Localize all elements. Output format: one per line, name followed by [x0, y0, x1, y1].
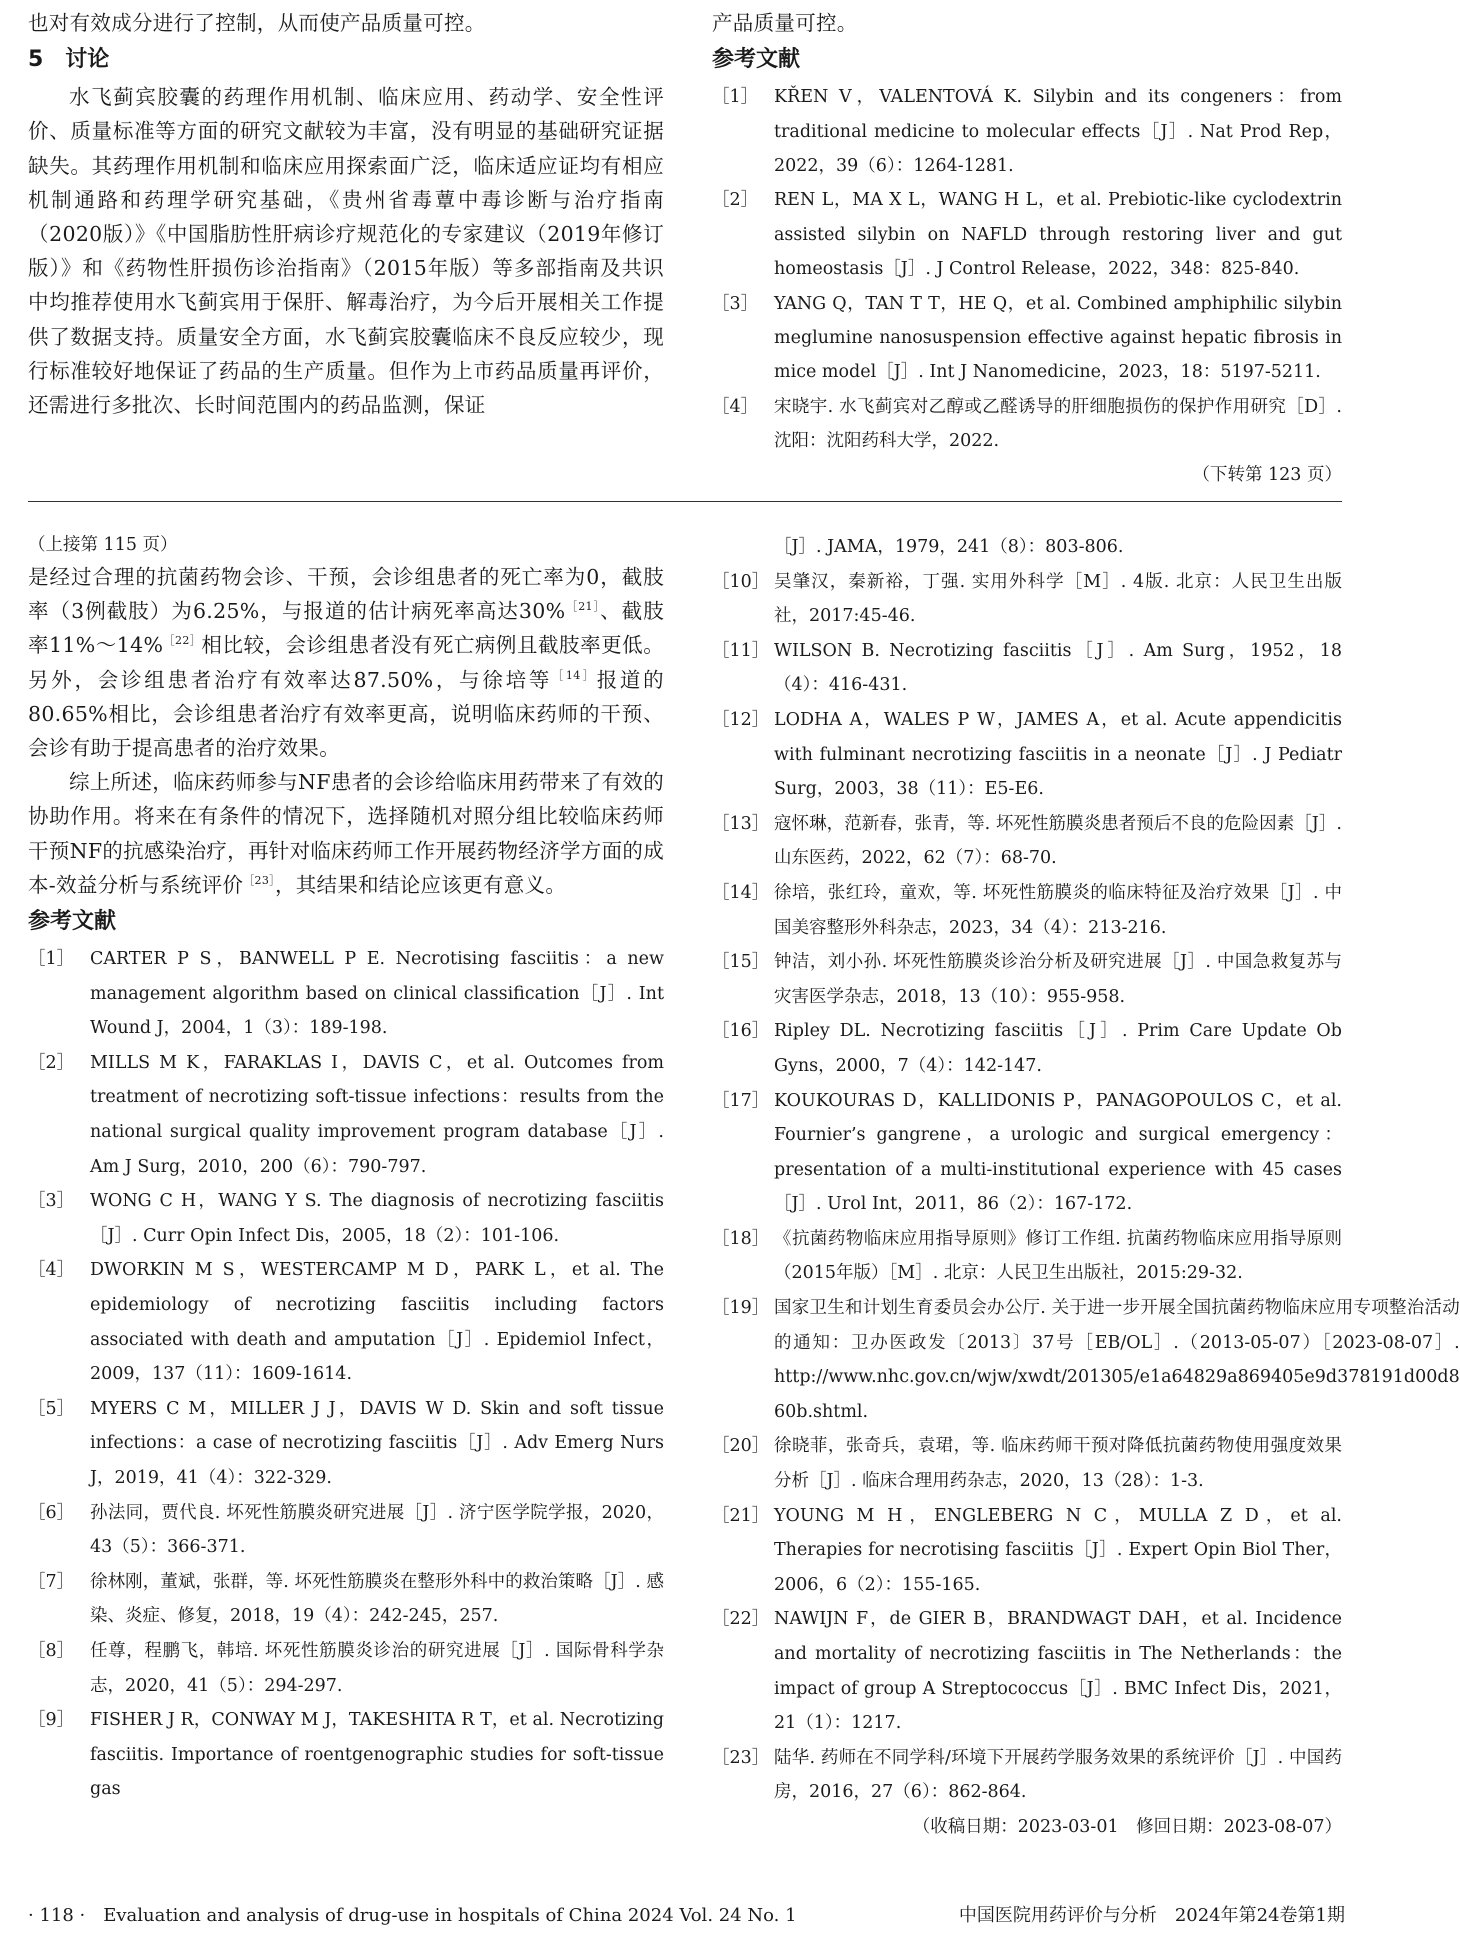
- reference-item: [712, 634, 1342, 703]
- top-right-column: [712, 6, 1342, 486]
- reference-item: [712, 390, 1342, 459]
- reference-text: 国家卫生和计划生育委员会办公厅. 关于进一步开展全国抗菌药物临床应用专项整治活动的通知：卫办医政发〔2013〕37号［EB/OL］.（2013-05-07）［2023-08-07］. http://www.nhc.gov.cn/wjw/xwdt/201305/e1a64829a869405e9d378191d00d8 60b.shtml.: [774, 1298, 1460, 1422]
- reference-item: [712, 80, 1342, 183]
- references-heading: 参考文献: [712, 47, 801, 73]
- reference-item: [28, 942, 664, 1046]
- reference-text: KOUKOURAS D，KALLIDONIS P，PANAGOPOULOS C，et al. Fournier’s gangrene，a urologic and surgical emergency：presentation of a multi-institutional experience with 45 cases［J］. Urol Int，2011，86（2）：167-172.: [774, 1090, 1342, 1215]
- citation-marker: ［14］: [552, 668, 597, 682]
- reference-text: 徐林刚，董斌，张群，等. 坏死性筋膜炎在整形外科中的救治策略［J］. 感染、炎症、修复，2018，19（4）：242-245，257.: [90, 1571, 664, 1627]
- reference-number: ［1］: [712, 87, 759, 108]
- reference-item: [28, 1392, 664, 1496]
- reference-item: [28, 1253, 664, 1391]
- reference-text: FISHER J R，CONWAY M J，TAKESHITA R T，et al. Necrotizing fasciitis. Importance of roentgenographic studies for soft-tissue gas: [90, 1710, 664, 1800]
- reference-number: ［9］: [28, 1710, 75, 1731]
- received-revised-dates: （收稿日期：2023-03-01 修回日期：2023-08-07）: [912, 1816, 1342, 1837]
- continued-from-note: （上接第 115 页）: [28, 535, 178, 555]
- reference-number: ［7］: [28, 1571, 75, 1592]
- reference-item: [28, 1565, 664, 1634]
- footer-right: 中国医院用药评价与分析 2024年第24卷第1期: [958, 1905, 1345, 1926]
- reference-number: ［1］: [28, 949, 75, 970]
- reference-number: ［6］: [28, 1502, 75, 1523]
- reference-number: ［8］: [28, 1640, 75, 1661]
- reference-text: MILLS M K，FARAKLAS I，DAVIS C，et al. Outcomes from treatment of necrotizing soft-tissue infections：results from the national surgical quality improvement program database［J］. Am J Surg，2010，200（6）：790-797.: [90, 1052, 664, 1177]
- reference-text: NAWIJN F，de GIER B，BRANDWAGT DAH，et al. Incidence and mortality of necrotizing fasciitis in The Netherlands：the impact of group A Streptococcus［J］. BMC Infect Dis，2021，21（1）：1217.: [774, 1609, 1342, 1734]
- text-run: 、截肢率11%～14%: [28, 599, 664, 658]
- reference-item: [712, 1602, 1342, 1740]
- reference-text: WONG C H，WANG Y S. The diagnosis of necrotizing fasciitis［J］. Curr Opin Infect Dis，2005，18（2）：101-106.: [90, 1191, 664, 1246]
- reference-number: ［17］: [712, 1090, 770, 1111]
- reference-number: ［5］: [28, 1398, 75, 1419]
- text-run: 报道的80.65%相比，会诊组患者治疗有效率更高，说明临床药师的干预、会诊有助于提高患者的治疗效果。: [28, 667, 664, 761]
- text-run: ，其结果和结论应该更有意义。: [274, 872, 567, 897]
- reference-number: ［12］: [712, 709, 770, 730]
- reference-item: [712, 703, 1342, 807]
- reference-text: Ripley DL. Necrotizing fasciitis［J］. Prim Care Update Ob Gyns，2000，7（4）：142-147.: [774, 1021, 1342, 1076]
- reference-item: [712, 1499, 1342, 1603]
- reference-text: KŘEN V，VALENTOVÁ K. Silybin and its congeners：from traditional medicine to molecular effects［J］. Nat Prod Rep，2022，39（6）：1264-1281.: [774, 87, 1342, 177]
- reference-continuation: [712, 530, 1342, 565]
- bottom-right-column: [712, 530, 1460, 1844]
- discussion-paragraph: 水飞蓟宾胶囊的药理作用机制、临床应用、药动学、安全性评价、质量标准等方面的研究文献较为丰富，没有明显的基础研究证据缺失。其药理作用机制和临床应用探索面广泛，临床适应证均有相应机制通路和药理学研究基础，《贵州省毒蕈中毒诊断与治疗指南（2020版）》《中国脂肪性肝病诊疗规范化的专家建议（2019年修订版）》和《药物性肝损伤诊治指南》（2015年版）等多部指南及共识中均推荐使用水飞蓟宾用于保肝、解毒治疗，为今后开展相关工作提供了数据支持。质量安全方面，水飞蓟宾胶囊临床不良反应较少，现行标准较好地保证了药品的生产质量。但作为上市药品质量再评价，还需进行多批次、长时间范围内的药品监测，保证: [28, 85, 664, 418]
- reference-item: [712, 287, 1342, 390]
- reference-text: YANG Q，TAN T T，HE Q，et al. Combined amphiphilic silybin meglumine nanosuspension effective against hepatic fibrosis in mice model［J］. Int J Nanomedicine，2023，18：5197-5211.: [774, 293, 1342, 383]
- reference-item: [712, 183, 1342, 286]
- reference-item: [712, 807, 1342, 876]
- reference-item: [28, 1703, 664, 1807]
- references-heading: 参考文献: [28, 909, 117, 935]
- citation-marker: ［21］: [565, 600, 601, 614]
- reference-list: [28, 942, 664, 1807]
- reference-item: [712, 1014, 1342, 1083]
- reference-item: [28, 1496, 664, 1565]
- reference-item: [712, 1291, 1460, 1429]
- reference-number: ［4］: [712, 396, 759, 417]
- reference-number: ［16］: [712, 1021, 770, 1042]
- reference-number: ［13］: [712, 813, 770, 834]
- reference-text: CARTER P S，BANWELL P E. Necrotising fasciitis：a new management algorithm based on clinical classification［J］. Int Wound J，2004，1（3）：189-198.: [90, 949, 664, 1039]
- reference-number: ［18］: [712, 1228, 770, 1249]
- lead-line: 也对有效成分进行了控制，从而使产品质量可控。: [28, 11, 486, 35]
- reference-item: [28, 1634, 664, 1703]
- reference-number: ［10］: [712, 571, 770, 592]
- section-heading-discussion: 5 讨论: [28, 47, 110, 73]
- text-run: 相比较，会诊组患者没有死亡病例且截肢率更低。另外，会诊组患者治疗有效率达87.50%，与徐培等: [28, 633, 664, 692]
- reference-text: 吴肇汉，秦新裕，丁强. 实用外科学［M］. 4版. 北京：人民卫生出版社，2017:45-46.: [774, 571, 1342, 627]
- reference-number: ［2］: [28, 1052, 75, 1073]
- text-run: 综上所述，临床药师参与NF患者的会诊给临床用药带来了有效的协助作用。将来在有条件的情况下，选择随机对照分组比较临床药师干预NF的抗感染治疗，再针对临床药师工作开展药物经济学方面的成本-效益分析与系统评价: [28, 770, 664, 897]
- reference-item: [28, 1046, 664, 1184]
- top-left-column: [28, 6, 664, 422]
- reference-item: [712, 945, 1342, 1014]
- reference-number: ［3］: [712, 293, 759, 314]
- reference-text: 孙法同，贾代良. 坏死性筋膜炎研究进展［J］. 济宁医学院学报，2020，43（5）：366-371.: [90, 1502, 664, 1558]
- reference-item: [712, 876, 1342, 945]
- reference-text: YOUNG M H，ENGLEBERG N C，MULLA Z D，et al. Therapies for necrotising fasciitis［J］. Expert Opin Biol Ther，2006，6（2）：155-165.: [774, 1505, 1342, 1595]
- continued-on-note: （下转第 123 页）: [1192, 464, 1342, 485]
- results-paragraph: [28, 560, 664, 765]
- citation-marker: ［23］: [243, 874, 275, 887]
- conclusion-paragraph: [28, 765, 664, 902]
- reference-number: ［19］: [712, 1298, 770, 1319]
- reference-item: [712, 1429, 1342, 1498]
- lead-line: 产品质量可控。: [712, 11, 858, 35]
- reference-number: ［3］: [28, 1191, 75, 1212]
- reference-text: 寇怀琳，范新春，张青，等. 坏死性筋膜炎患者预后不良的危险因素［J］. 山东医药，2022，62（7）：68-70.: [774, 813, 1342, 869]
- reference-number: ［21］: [712, 1505, 770, 1526]
- text-run: 是经过合理的抗菌药物会诊、干预，会诊组患者的死亡率为0，截肢率（3例截肢）为6.25%，与报道的估计病死率高达30%: [28, 565, 664, 624]
- reference-text: 任尊，程鹏飞，韩培. 坏死性筋膜炎诊治的研究进展［J］. 国际骨科学杂志，2020，41（5）：294-297.: [90, 1640, 664, 1696]
- reference-item: [712, 1084, 1342, 1222]
- reference-text: REN L，MA X L，WANG H L，et al. Prebiotic-like cyclodextrin assisted silybin on NAFLD through restoring liver and gut homeostasis［J］. J Control Release，2022，348：825-840.: [774, 190, 1342, 280]
- reference-text: WILSON B. Necrotizing fasciitis［J］. Am Surg，1952，18（4）：416-431.: [774, 640, 1342, 696]
- reference-item: [712, 1741, 1342, 1810]
- footer-left: · 118 · Evaluation and analysis of drug-use in hospitals of China 2024 Vol. 24 No. 1: [28, 1905, 797, 1926]
- reference-number: ［11］: [712, 640, 770, 661]
- reference-text: MYERS C M，MILLER J J，DAVIS W D. Skin and soft tissue infections：a case of necrotizing fasciitis［J］. Adv Emerg Nurs J，2019，41（4）：322-329.: [90, 1398, 664, 1488]
- reference-number: ［2］: [712, 190, 759, 211]
- reference-number: ［4］: [28, 1260, 75, 1281]
- reference-number: ［14］: [712, 882, 770, 903]
- reference-text: ［J］. JAMA，1979，241（8）：803-806.: [774, 537, 1124, 557]
- reference-number: ［15］: [712, 952, 770, 973]
- reference-text: 陆华. 药师在不同学科/环境下开展药学服务效果的系统评价［J］. 中国药房，2016，27（6）：862-864.: [774, 1747, 1342, 1803]
- reference-item: [28, 1184, 664, 1253]
- citation-marker: ［22］: [163, 634, 202, 648]
- reference-text: 钟洁，刘小孙. 坏死性筋膜炎诊治分析及研究进展［J］. 中国急救复苏与灾害医学杂志，2018，13（10）：955-958.: [774, 952, 1342, 1007]
- reference-item: [712, 1222, 1342, 1291]
- reference-item: [712, 565, 1342, 634]
- reference-text: 徐培，张红玲，童欢，等. 坏死性筋膜炎的临床特征及治疗效果［J］. 中国美容整形外科杂志，2023，34（4）：213-216.: [774, 882, 1342, 938]
- reference-text: 徐晓菲，张奇兵，袁珺，等. 临床药师干预对降低抗菌药物使用强度效果分析［J］. 临床合理用药杂志，2020，13（28）：1-3.: [774, 1436, 1342, 1492]
- bottom-left-column: [28, 530, 664, 1807]
- reference-text: 宋晓宇. 水飞蓟宾对乙醇或乙醛诱导的肝细胞损伤的保护作用研究［D］. 沈阳：沈阳药科大学，2022.: [774, 396, 1342, 452]
- reference-list: [712, 80, 1342, 458]
- section-divider: [28, 501, 1342, 502]
- reference-text: LODHA A，WALES P W，JAMES A，et al. Acute appendicitis with fulminant necrotizing fasciitis in a neonate［J］. J Pediatr Surg，2003，38（11）：E5-E6.: [774, 709, 1342, 800]
- reference-text: DWORKIN M S，WESTERCAMP M D，PARK L，et al. The epidemiology of necrotizing fasciitis including factors associated with death and amputation［J］. Epidemiol Infect，2009，137（11）：1609-1614.: [90, 1260, 664, 1385]
- reference-text: 《抗菌药物临床应用指导原则》修订工作组. 抗菌药物临床应用指导原则（2015年版）［M］. 北京：人民卫生出版社，2015:29-32.: [774, 1228, 1342, 1284]
- reference-number: ［20］: [712, 1436, 770, 1457]
- reference-list: [712, 565, 1460, 1810]
- reference-number: ［22］: [712, 1609, 770, 1630]
- reference-number: ［23］: [712, 1747, 770, 1768]
